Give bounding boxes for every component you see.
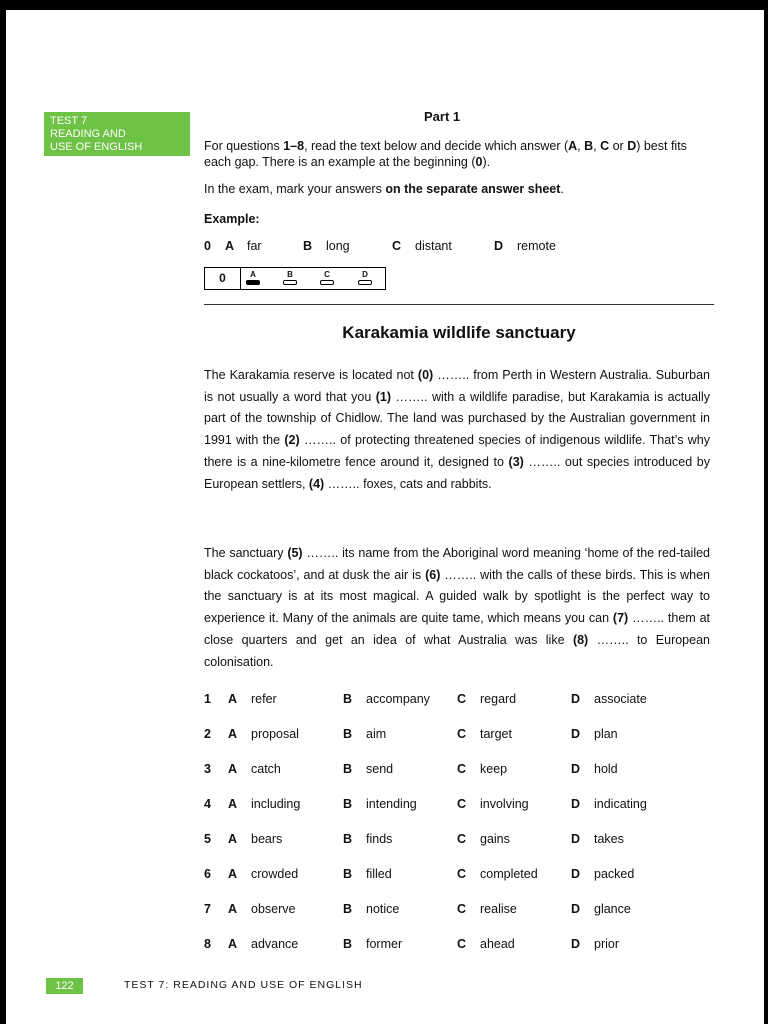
option-letter: A xyxy=(228,797,238,811)
instr-text: , xyxy=(593,139,601,153)
option-word: regard xyxy=(480,692,517,706)
paragraph-text: …….. its name from the Aboriginal word meaning ‘home of the red-tailed black cockatoos’, and at dusk the air is xyxy=(204,546,710,582)
option-word: hold xyxy=(594,762,618,776)
paragraph-text: …….. with a wildlife paradise, but Karakamia is actually part of the township of Chidlow. The land was purchased by the Australian government in 1991 with the xyxy=(204,389,710,448)
option-word: finds xyxy=(366,832,393,846)
option-letter: D xyxy=(571,937,581,951)
gap-number: (6) xyxy=(425,567,441,582)
option-letter: D xyxy=(571,692,581,706)
bubble-letter: B xyxy=(287,270,293,279)
paragraph-text: …….. them at close quarters and get an idea of what Australia was like xyxy=(204,611,710,647)
option-word: plan xyxy=(594,727,618,741)
option-word: observe xyxy=(251,902,296,916)
option-word: prior xyxy=(594,937,620,951)
example-label: Example: xyxy=(204,212,260,226)
option-word: notice xyxy=(366,902,400,916)
option-letter: A xyxy=(228,937,238,951)
paragraph-text: The Karakamia reserve is located not xyxy=(204,368,418,382)
answer-bubble-a xyxy=(245,270,261,285)
article-paragraph-1 xyxy=(204,365,710,495)
option-word: catch xyxy=(251,762,281,776)
option-word: involving xyxy=(480,797,529,811)
instr-text: or xyxy=(609,139,628,153)
instr-bold: 1–8 xyxy=(283,139,305,153)
instr-bold: C xyxy=(600,139,610,153)
option-word: gains xyxy=(480,832,510,846)
question-row xyxy=(204,727,724,747)
option-word: bears xyxy=(251,832,283,846)
option-word: crowded xyxy=(251,867,299,881)
option-word: packed xyxy=(594,867,635,881)
bubble-mark-filled xyxy=(246,280,260,285)
option-word: send xyxy=(366,762,394,776)
instr-bold: 0 xyxy=(475,155,483,169)
exam-note xyxy=(204,181,714,197)
instructions-paragraph xyxy=(204,138,714,170)
section-label-line: TEST 7 xyxy=(50,115,88,127)
option-letter: C xyxy=(457,727,467,741)
option-letter: D xyxy=(571,867,581,881)
question-number: 8 xyxy=(204,937,211,951)
option-letter: B xyxy=(343,727,353,741)
option-letter: A xyxy=(228,762,238,776)
option-letter: B xyxy=(343,832,353,846)
bubble-letter: A xyxy=(250,270,256,279)
option-letter: B xyxy=(343,797,353,811)
bubble-letter: D xyxy=(362,270,368,279)
instr-text: ). xyxy=(482,155,491,169)
paragraph-text: …….. of protecting threatened species of indigenous wildlife. That’s why there is a nine-kilometre fence around it, designed to xyxy=(204,433,711,469)
option-letter: C xyxy=(457,762,467,776)
question-row xyxy=(204,762,724,782)
option-word: keep xyxy=(480,762,508,776)
option-letter: D xyxy=(571,762,581,776)
option-letter: C xyxy=(392,239,402,253)
question-number: 5 xyxy=(204,832,211,846)
question-number: 1 xyxy=(204,692,211,706)
option-word: target xyxy=(480,727,512,741)
option-word: glance xyxy=(594,902,631,916)
answer-bubble-b xyxy=(282,270,298,285)
answer-bubble-d xyxy=(357,270,373,285)
page-number: 122 xyxy=(46,978,83,994)
instr-bold: on the separate answer sheet xyxy=(385,182,561,196)
option-word: remote xyxy=(517,239,556,253)
option-letter: C xyxy=(457,937,467,951)
option-letter: B xyxy=(343,762,353,776)
paragraph-text: …….. out species introduced by European settlers, xyxy=(204,454,710,491)
option-letter: B xyxy=(303,239,313,253)
question-row xyxy=(204,937,724,957)
question-row xyxy=(204,797,724,817)
option-word: including xyxy=(251,797,301,811)
gap-number: (5) xyxy=(287,546,303,560)
article-title: Karakamia wildlife sanctuary xyxy=(342,323,576,342)
gap-number: (7) xyxy=(612,611,629,626)
article-paragraph-2 xyxy=(204,543,710,673)
option-letter: D xyxy=(571,797,581,811)
option-word: long xyxy=(326,239,350,253)
option-letter: A xyxy=(228,902,238,916)
option-letter: B xyxy=(343,692,353,706)
gap-number: (0) xyxy=(417,368,434,382)
option-word: accompany xyxy=(366,692,430,706)
answer-bubble-c xyxy=(319,270,335,285)
option-letter: C xyxy=(457,692,467,706)
question-row xyxy=(204,902,724,922)
gap-number: (3) xyxy=(508,454,524,469)
part-title: Part 1 xyxy=(424,109,461,124)
section-label-line: READING AND xyxy=(50,128,126,140)
divider xyxy=(204,304,714,305)
instr-bold: B xyxy=(584,139,594,153)
page xyxy=(6,10,764,1024)
option-letter: B xyxy=(343,902,353,916)
option-letter: A xyxy=(228,692,238,706)
example-answer-sheet xyxy=(204,267,386,290)
option-word: indicating xyxy=(594,797,647,811)
bubble-mark xyxy=(358,280,372,285)
gap-number: (1) xyxy=(375,389,392,404)
option-letter: A xyxy=(228,867,238,881)
question-number: 7 xyxy=(204,902,211,916)
option-letter: D xyxy=(571,832,581,846)
question-row xyxy=(204,832,724,852)
instr-text: , read the text below and decide which answer ( xyxy=(304,139,569,153)
running-title: TEST 7: READING AND USE OF ENGLISH xyxy=(124,979,363,991)
question-number: 2 xyxy=(204,727,211,741)
option-letter: C xyxy=(457,867,467,881)
gap-number: (2) xyxy=(284,433,300,448)
question-number: 3 xyxy=(204,762,211,776)
option-word: associate xyxy=(594,692,647,706)
paragraph-text: …….. from Perth in Western Australia. Suburban is not usually a word that you xyxy=(204,368,710,404)
option-word: distant xyxy=(415,239,452,253)
option-word: proposal xyxy=(251,727,299,741)
option-letter: A xyxy=(225,239,235,253)
option-letter: A xyxy=(228,727,238,741)
answer-number: 0 xyxy=(205,268,241,289)
section-label xyxy=(44,112,190,156)
option-letter: A xyxy=(228,832,238,846)
option-word: far xyxy=(247,239,262,253)
option-letter: B xyxy=(343,937,353,951)
instr-text: ) best fits each gap. There is an example at the beginning ( xyxy=(204,139,687,169)
paragraph-text: …….. foxes, cats and rabbits. xyxy=(324,476,492,491)
option-letter: D xyxy=(571,902,581,916)
option-letter: C xyxy=(457,832,467,846)
bubble-letter: C xyxy=(324,270,330,279)
option-word: former xyxy=(366,937,403,951)
option-word: takes xyxy=(594,832,624,846)
option-letter: D xyxy=(494,239,504,253)
paragraph-text: The sanctuary xyxy=(204,546,288,560)
option-letter: D xyxy=(571,727,581,741)
option-letter: C xyxy=(457,797,467,811)
option-word: filled xyxy=(366,867,392,881)
example-number: 0 xyxy=(204,239,211,253)
option-word: advance xyxy=(251,937,299,951)
instr-bold: D xyxy=(627,139,637,153)
question-number: 4 xyxy=(204,797,211,811)
option-word: aim xyxy=(366,727,387,741)
gap-number: (8) xyxy=(572,632,589,647)
instr-text: For questions xyxy=(204,139,284,153)
question-row xyxy=(204,692,724,712)
instr-text: . xyxy=(560,182,564,196)
question-row xyxy=(204,867,724,887)
instr-bold: A xyxy=(568,139,578,153)
bubble-mark xyxy=(283,280,297,285)
section-label-line: USE OF ENGLISH xyxy=(50,141,143,153)
option-letter: B xyxy=(343,867,353,881)
option-word: realise xyxy=(480,902,517,916)
paragraph-text: …….. with the calls of these birds. This is when the sanctuary is at its most magical. A guided walk by spotlight is the perfect way to experience it. Many of the animals are quite tame, which means you can xyxy=(204,567,711,626)
gap-number: (4) xyxy=(308,476,325,491)
bubble-mark xyxy=(320,280,334,285)
option-letter: C xyxy=(457,902,467,916)
option-word: ahead xyxy=(480,937,515,951)
option-word: refer xyxy=(251,692,277,706)
instr-text: In the exam, mark your answers xyxy=(204,182,386,196)
question-number: 6 xyxy=(204,867,211,881)
example-options xyxy=(204,239,724,257)
option-word: intending xyxy=(366,797,417,811)
instr-text: , xyxy=(577,139,585,153)
paragraph-text: …….. to European colonisation. xyxy=(204,632,710,669)
option-word: completed xyxy=(480,867,538,881)
